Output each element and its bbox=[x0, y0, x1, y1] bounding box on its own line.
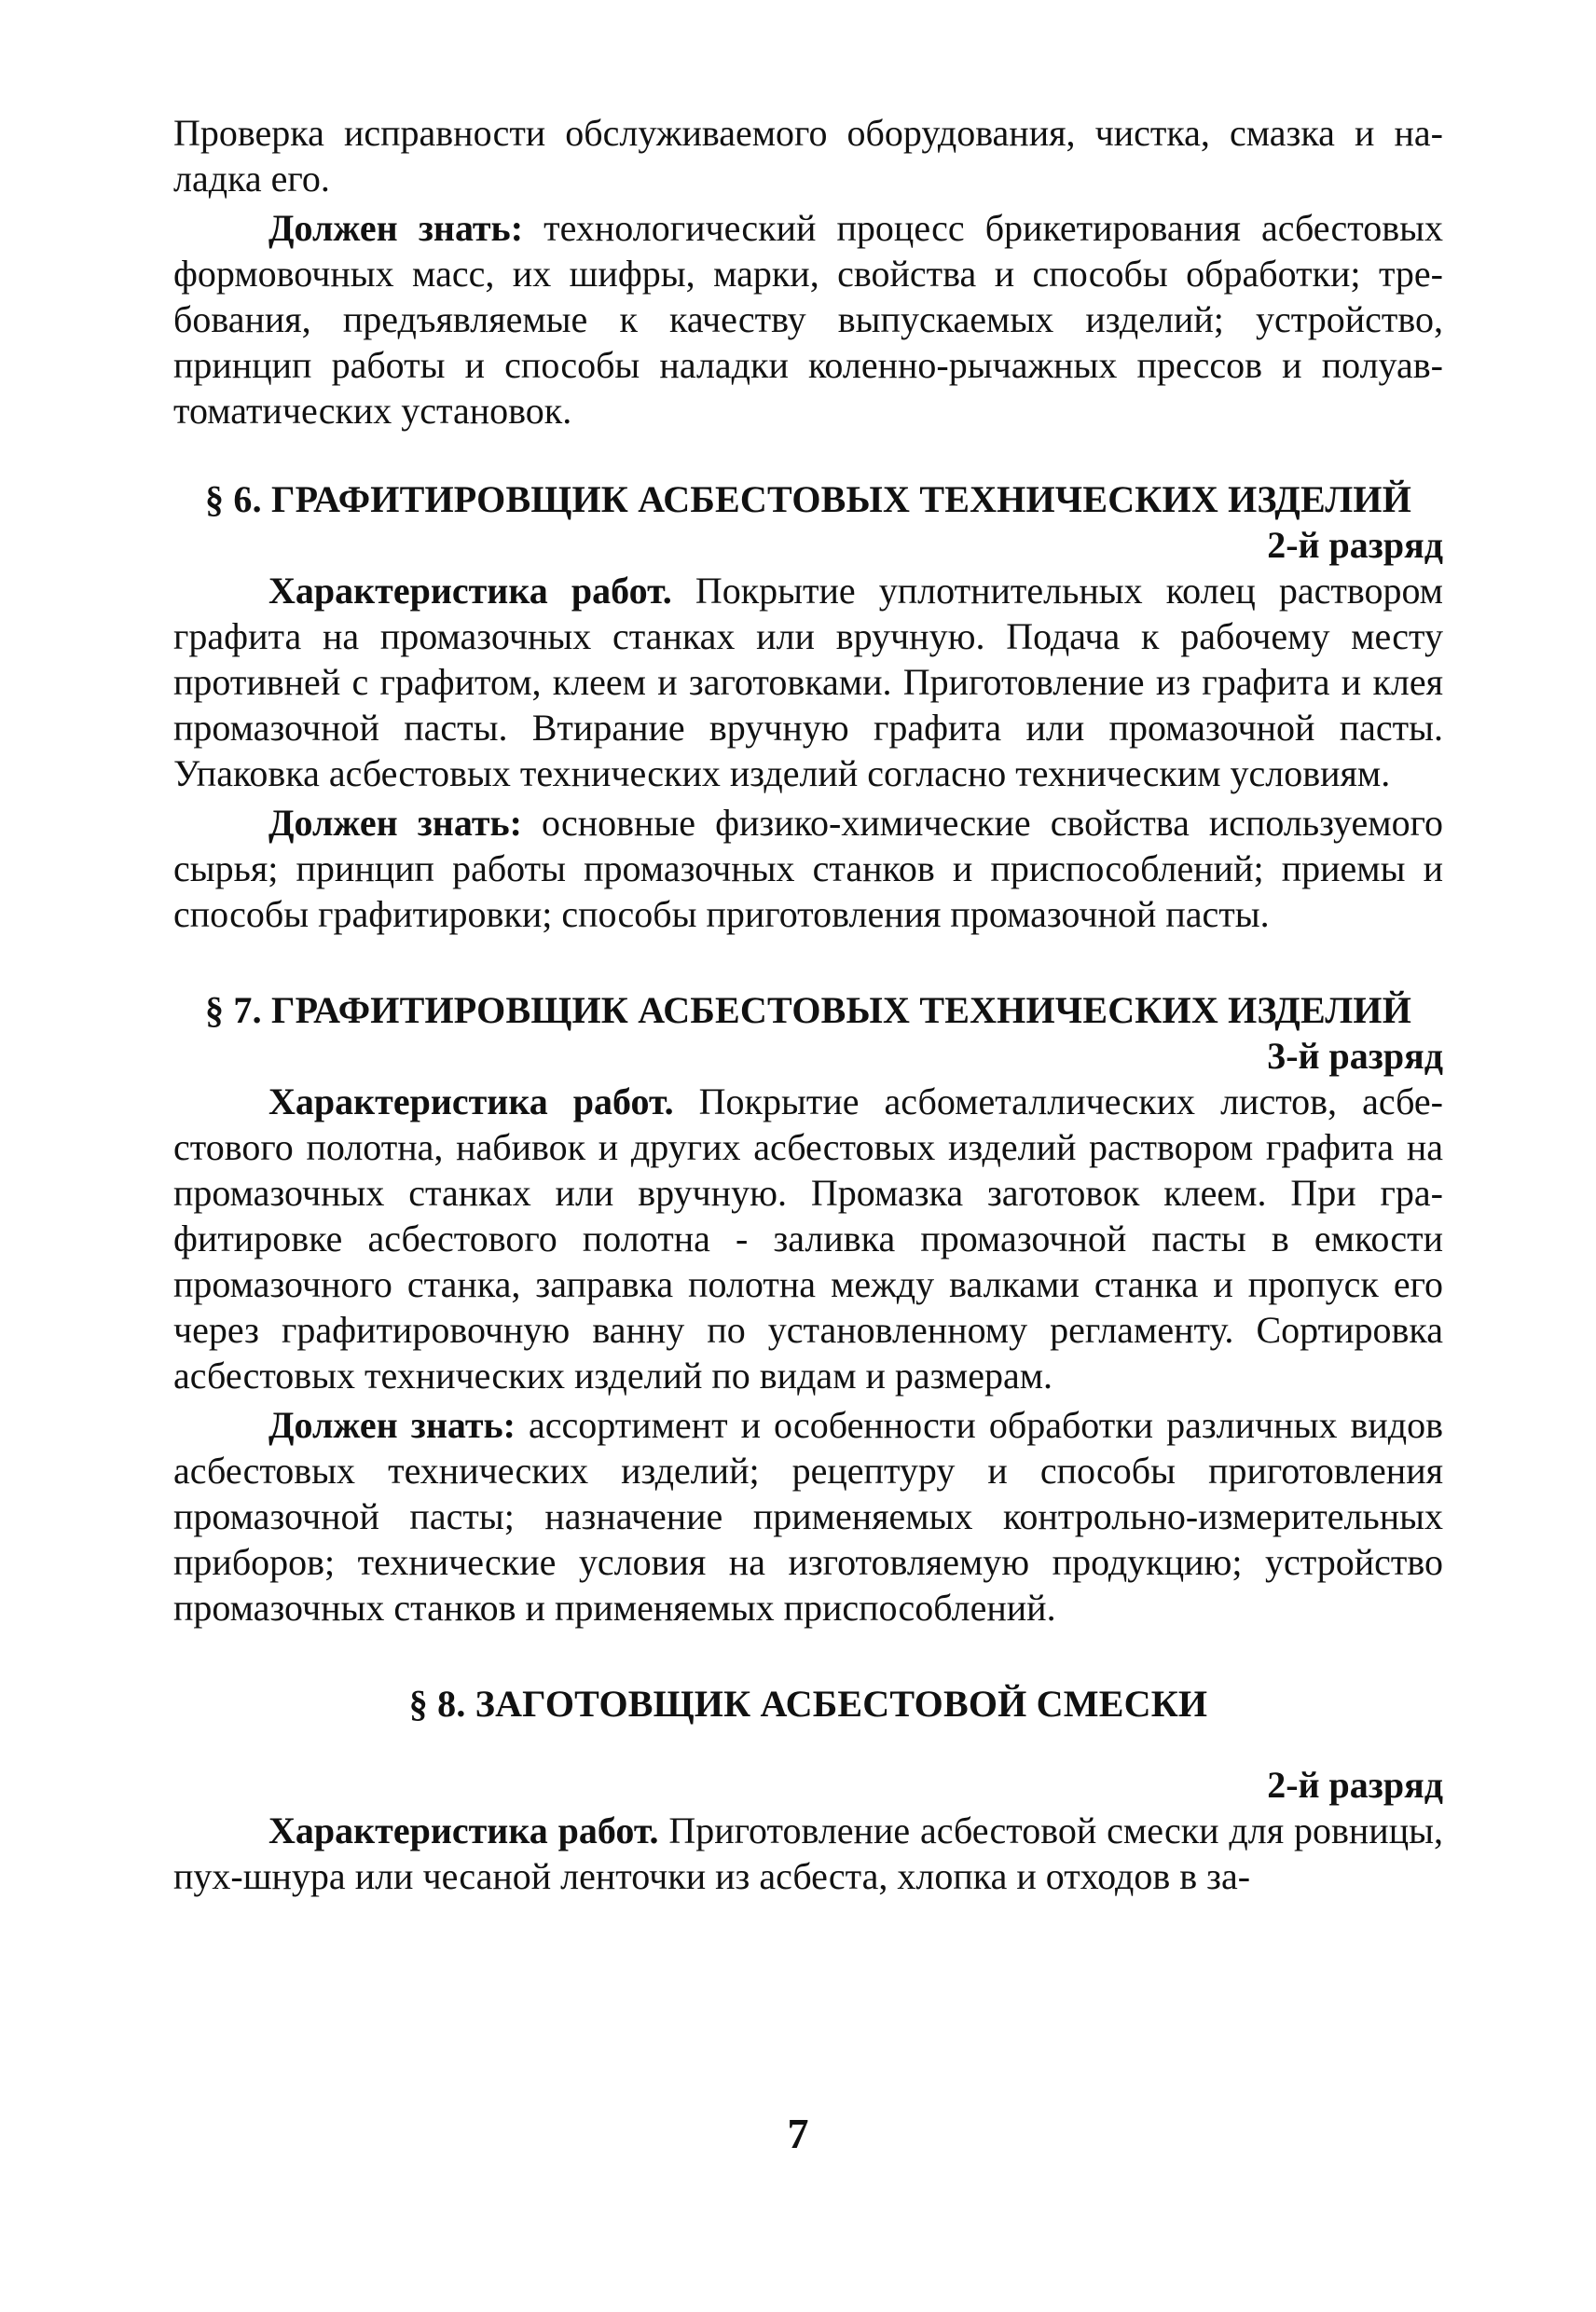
duties-continuation: Проверка исправности обслуживаемого оборудования, чистка, смазка и наладка его. bbox=[173, 112, 1443, 200]
page-content bbox=[173, 110, 1443, 1899]
must-know-paragraph-6 bbox=[173, 800, 1443, 937]
characteristic-paragraph-6 bbox=[173, 568, 1443, 796]
characteristic-label: Характеристика работ. bbox=[268, 1080, 674, 1122]
section-title-6: § 6. ГРАФИТИРОВЩИК АСБЕСТОВЫХ ТЕХНИЧЕСКИХ ИЗДЕЛИЙ bbox=[204, 478, 1412, 520]
grade-label-6: 2-й разряд bbox=[1267, 524, 1443, 566]
characteristic-text: Покрытие асбометаллических листов, асбестового полотна, набивок и других асбестовых изделий раствором графита на промазочных станках или вручную. Промазка заготовок клеем. При графитировке асбестового полотна - заливка промазочной пасты в емкости промазочного станка, заправка полотна между валками станка и пропуск его через графитировочную ванну по установленному регламенту. Сортировка асбестовых технических изделий по видам и размерам. bbox=[173, 1080, 1443, 1397]
characteristic-paragraph-7 bbox=[173, 1079, 1443, 1398]
grade-label-8: 2-й разряд bbox=[1267, 1764, 1443, 1806]
must-know-text: ассортимент и особенности обработки различных видов асбестовых технических изделий; рецептуру и способы приготовления промазочной пасты; назначение применяемых контрольно-измерительных приборов; технические условия на изготовляемую продукцию; устройство промазочных станков и применяемых приспособлений. bbox=[173, 1404, 1443, 1629]
must-know-label: Должен знать: bbox=[268, 802, 522, 844]
intro-must-know-paragraph bbox=[173, 205, 1443, 434]
characteristic-label: Характеристика работ. bbox=[268, 1810, 659, 1851]
section-title-8: § 8. ЗАГОТОВЩИК АСБЕСТОВОЙ СМЕСКИ bbox=[408, 1683, 1208, 1725]
must-know-text: технологический процесс брикетирования асбестовых формовочных масс, их шифры, марки, свойства и способы обработки; требования, предъявляемые к качеству выпускаемых изделий; устройство, принцип работы и способы наладки коленно-рычажных прессов и полуавтоматических установок. bbox=[173, 207, 1444, 432]
section-title-7: § 7. ГРАФИТИРОВЩИК АСБЕСТОВЫХ ТЕХНИЧЕСКИХ ИЗДЕЛИЙ bbox=[204, 989, 1412, 1031]
grade-label-7: 3-й разряд bbox=[1267, 1035, 1443, 1077]
characteristic-paragraph-8 bbox=[173, 1808, 1443, 1899]
must-know-text: основные физико-химические свойства используемого сырья; принцип работы промазочных станков и приспособлений; приемы и способы графитировки; способы приготовления промазочной пасты. bbox=[173, 802, 1443, 935]
must-know-label: Должен знать: bbox=[268, 1404, 516, 1446]
characteristic-label: Характеристика работ. bbox=[268, 570, 672, 612]
page-number: 7 bbox=[787, 2110, 809, 2157]
must-know-paragraph-7 bbox=[173, 1402, 1443, 1631]
characteristic-text: Приготовление асбестовой смески для ровницы, пух-шнура или чесаной ленточки из асбеста, хлопка и отходов в за- bbox=[173, 1810, 1443, 1897]
must-know-label: Должен знать: bbox=[268, 207, 524, 249]
characteristic-text: Покрытие уплотнительных колец раствором графита на промазочных станках или вручную. Подача к рабочему месту противней с графитом, клеем и заготовками. Приготовление из графита и клея промазочной пасты. Втирание вручную графита или промазочной пасты. Упаковка асбестовых технических изделий согласно техническим условиям. bbox=[173, 570, 1443, 794]
